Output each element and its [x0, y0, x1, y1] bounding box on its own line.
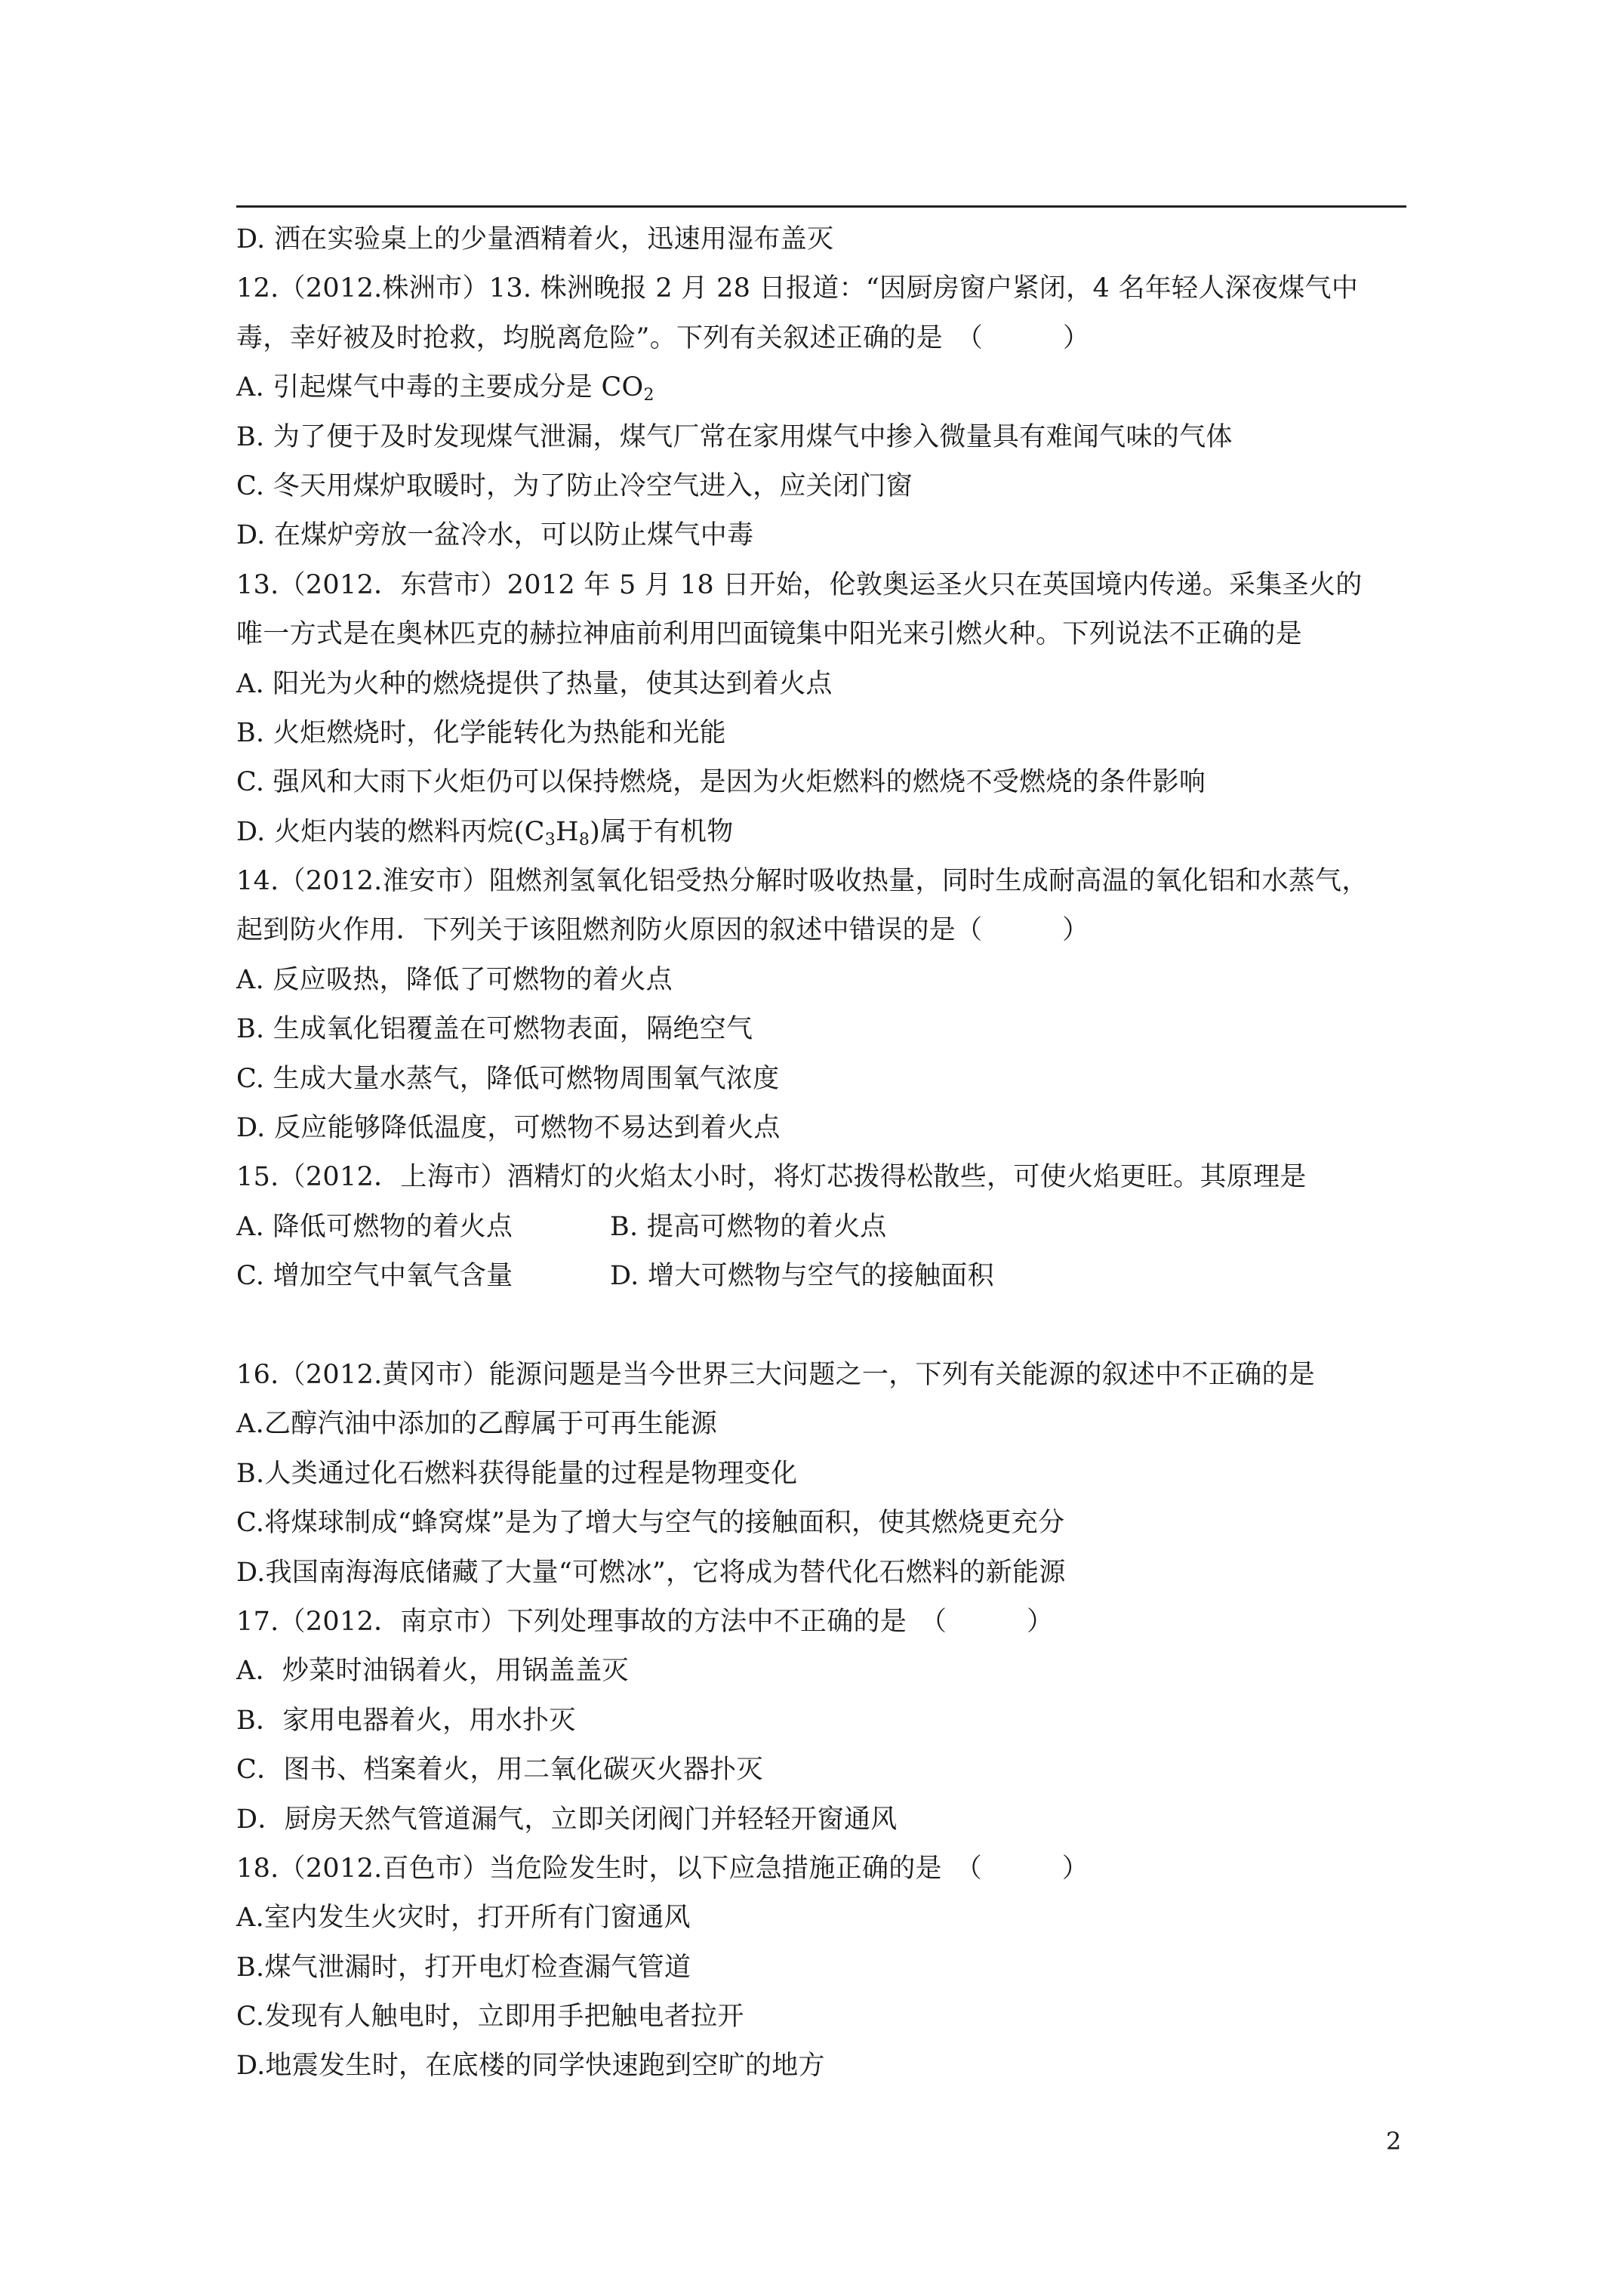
question-16-option-d: D.我国南海海底储藏了大量“可燃冰”，它将成为替代化石燃料的新能源 [236, 1557, 1066, 1588]
question-14-option-a: A. 反应吸热，降低了可燃物的着火点 [236, 964, 673, 995]
option-a-text: A. 引起煤气中毒的主要成分是 CO [236, 372, 644, 403]
question-13-stem-line-1: 13.（2012．东营市）2012 年 5 月 18 日开始，伦敦奥运圣火只在英国境内传递。采集圣火的 [236, 569, 1363, 600]
question-15-option-c: C. 增加空气中氧气含量 [236, 1261, 513, 1292]
question-14-option-c: C. 生成大量水蒸气，降低可燃物周围氧气浓度 [236, 1063, 780, 1094]
question-14-stem-line-1: 14.（2012.淮安市）阻燃剂氢氧化铝受热分解时吸收热量，同时生成耐高温的氧化铝和水蒸气， [236, 866, 1369, 897]
question-13-option-b: B. 火炬燃烧时，化学能转化为热能和光能 [236, 717, 726, 748]
question-18-option-b: B.煤气泄漏时，打开电灯检查漏气管道 [236, 1952, 691, 1983]
question-14-option-d: D. 反应能够降低温度，可燃物不易达到着火点 [236, 1113, 781, 1144]
document-body [236, 215, 1414, 2091]
question-13-option-d [236, 808, 1414, 857]
question-18-option-d: D.地震发生时，在底楼的同学快速跑到空旷的地方 [236, 2051, 825, 2082]
option-d-pre: D. 火炬内装的燃料丙烷(C [236, 816, 545, 847]
question-12-option-b: B. 为了便于及时发现煤气泄漏，煤气厂常在家用煤气中掺入微量具有难闻气味的气体 [236, 421, 1233, 452]
question-16-option-a: A.乙醇汽油中添加的乙醇属于可再生能源 [236, 1409, 718, 1440]
question-17-option-b: B．家用电器着火，用水扑灭 [236, 1705, 576, 1736]
question-13-option-c: C. 强风和大雨下火炬仍可以保持燃烧，是因为火炬燃料的燃烧不受燃烧的条件影响 [236, 767, 1206, 798]
prev-question-option-d: D. 洒在实验桌上的少量酒精着火，迅速用湿布盖灭 [236, 224, 834, 254]
header-rule [236, 205, 1406, 208]
question-12-option-d: D. 在煤炉旁放一盆冷水，可以防止煤气中毒 [236, 520, 754, 551]
question-16-stem-line-1: 16.（2012.黄冈市）能源问题是当今世界三大问题之一，下列有关能源的叙述中不正确的是 [236, 1359, 1316, 1390]
question-15-options-row-2 [236, 1252, 1414, 1301]
question-18-option-a: A.室内发生火灾时，打开所有门窗通风 [236, 1903, 691, 1934]
question-15-option-b: B. 提高可燃物的着火点 [610, 1211, 887, 1242]
question-14-stem-line-2: 起到防火作用．下列关于该阻燃剂防火原因的叙述中错误的是（ ） [236, 915, 1089, 946]
question-18-option-c: C.发现有人触电时，立即用手把触电者拉开 [236, 2002, 744, 2032]
question-12-option-a [236, 363, 1414, 412]
question-15-option-a: A. 降低可燃物的着火点 [236, 1211, 513, 1242]
subscript: 8 [578, 830, 590, 849]
question-12-stem-line-2: 毒，幸好被及时抢救，均脱离危险”。下列有关叙述正确的是 （ ） [236, 322, 1090, 353]
subscript: 3 [544, 830, 556, 849]
blank-line [236, 1302, 1414, 1351]
question-12-stem-line-1: 12.（2012.株洲市）13. 株洲晚报 2 月 28 日报道：“因厨房窗户紧闭，4 名年轻人深夜煤气中 [236, 273, 1359, 304]
question-15-stem-line-1: 15.（2012．上海市）酒精灯的火焰太小时，将灯芯拨得松散些，可使火焰更旺。其原理是 [236, 1162, 1307, 1193]
question-18-stem-line-1: 18.（2012.百色市）当危险发生时，以下应急措施正确的是 （ ） [236, 1853, 1089, 1884]
question-15-option-d: D. 增大可燃物与空气的接触面积 [610, 1261, 994, 1292]
question-17-stem-line-1: 17.（2012．南京市）下列处理事故的方法中不正确的是 （ ） [236, 1606, 1054, 1637]
question-13-stem-line-2: 唯一方式是在奥林匹克的赫拉神庙前利用凹面镜集中阳光来引燃火种。下列说法不正确的是 [236, 619, 1303, 650]
question-17-option-a: A．炒菜时油锅着火，用锅盖盖灭 [236, 1656, 629, 1687]
question-14-option-b: B. 生成氧化铝覆盖在可燃物表面，隔绝空气 [236, 1014, 753, 1045]
question-15-options-row-1 [236, 1203, 1414, 1252]
page-number: 2 [1386, 2127, 1402, 2156]
question-16-option-b: B.人类通过化石燃料获得能量的过程是物理变化 [236, 1458, 798, 1489]
option-d-mid: H [556, 816, 579, 847]
question-16-option-c: C.将煤球制成“蜂窝煤”是为了增大与空气的接触面积，使其燃烧更充分 [236, 1508, 1065, 1539]
question-12-option-c: C. 冬天用煤炉取暖时，为了防止冷空气进入，应关闭门窗 [236, 470, 913, 501]
question-17-option-d: D．厨房天然气管道漏气，立即关闭阀门并轻轻开窗通风 [236, 1804, 898, 1835]
question-17-option-c: C．图书、档案着火，用二氧化碳灭火器扑灭 [236, 1755, 763, 1786]
option-d-post: )属于有机物 [590, 816, 734, 847]
question-13-option-a: A. 阳光为火种的燃烧提供了热量，使其达到着火点 [236, 668, 833, 699]
subscript: 2 [643, 386, 654, 405]
